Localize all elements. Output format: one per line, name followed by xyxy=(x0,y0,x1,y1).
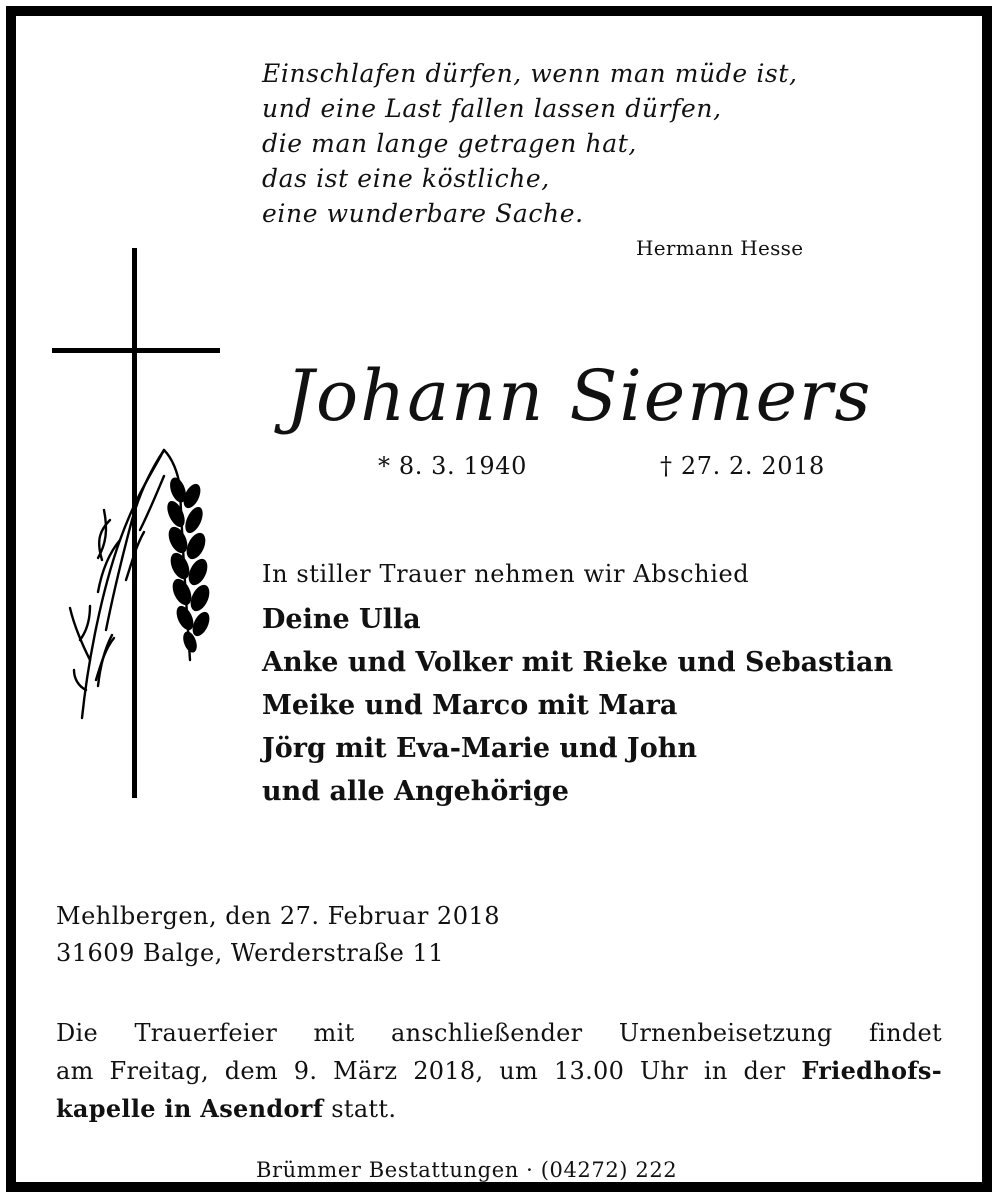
address-line: 31609 Balge, Werderstraße 11 xyxy=(56,939,444,967)
poem-line: Einschlafen dürfen, wenn man müde ist, xyxy=(262,59,798,88)
mourner-line: Anke und Volker mit Rieke und Sebastian xyxy=(262,647,894,678)
ceremony-line xyxy=(56,1090,942,1128)
poem-author: Hermann Hesse xyxy=(636,236,804,260)
ceremony-location-part: Friedhofs- xyxy=(801,1056,942,1085)
poem-line: das ist eine köstliche, xyxy=(262,164,550,193)
wheat-ear-icon xyxy=(164,475,213,654)
ceremony-text-part: am Freitag, dem 9. März 2018, um 13.00 Uhr in der xyxy=(56,1057,786,1085)
deceased-name: Johann Siemers xyxy=(286,355,873,437)
cross-with-wheat-icon xyxy=(40,240,230,800)
death-date: † 27. 2. 2018 xyxy=(660,452,825,480)
poem xyxy=(262,56,798,231)
mourning-intro: In stiller Trauer nehmen wir Abschied xyxy=(262,560,750,588)
mourner-line: Deine Ulla xyxy=(262,604,421,635)
mourner-line: Jörg mit Eva-Marie und John xyxy=(262,733,697,764)
birth-date: * 8. 3. 1940 xyxy=(378,452,527,480)
mourner-line: und alle Angehörige xyxy=(262,776,569,807)
ceremony-text xyxy=(56,1014,942,1128)
ceremony-line: Die Trauerfeier mit anschließender Urnenbeisetzung findet xyxy=(56,1019,942,1047)
ceremony-line xyxy=(56,1052,942,1090)
place-block xyxy=(56,898,500,972)
place-date-line: Mehlbergen, den 27. Februar 2018 xyxy=(56,902,501,930)
ceremony-text-part: statt. xyxy=(323,1095,397,1123)
poem-line: die man lange getragen hat, xyxy=(262,129,637,158)
poem-line: eine wunderbare Sache. xyxy=(262,199,584,228)
ceremony-location-part: kapelle in Asendorf xyxy=(56,1094,324,1123)
poem-line: und eine Last fallen lassen dürfen, xyxy=(262,94,722,123)
funeral-home-footer: Brümmer Bestattungen · (04272) 222 xyxy=(242,1158,691,1182)
mourner-list xyxy=(262,598,893,813)
mourner-line: Meike und Marco mit Mara xyxy=(262,690,678,721)
